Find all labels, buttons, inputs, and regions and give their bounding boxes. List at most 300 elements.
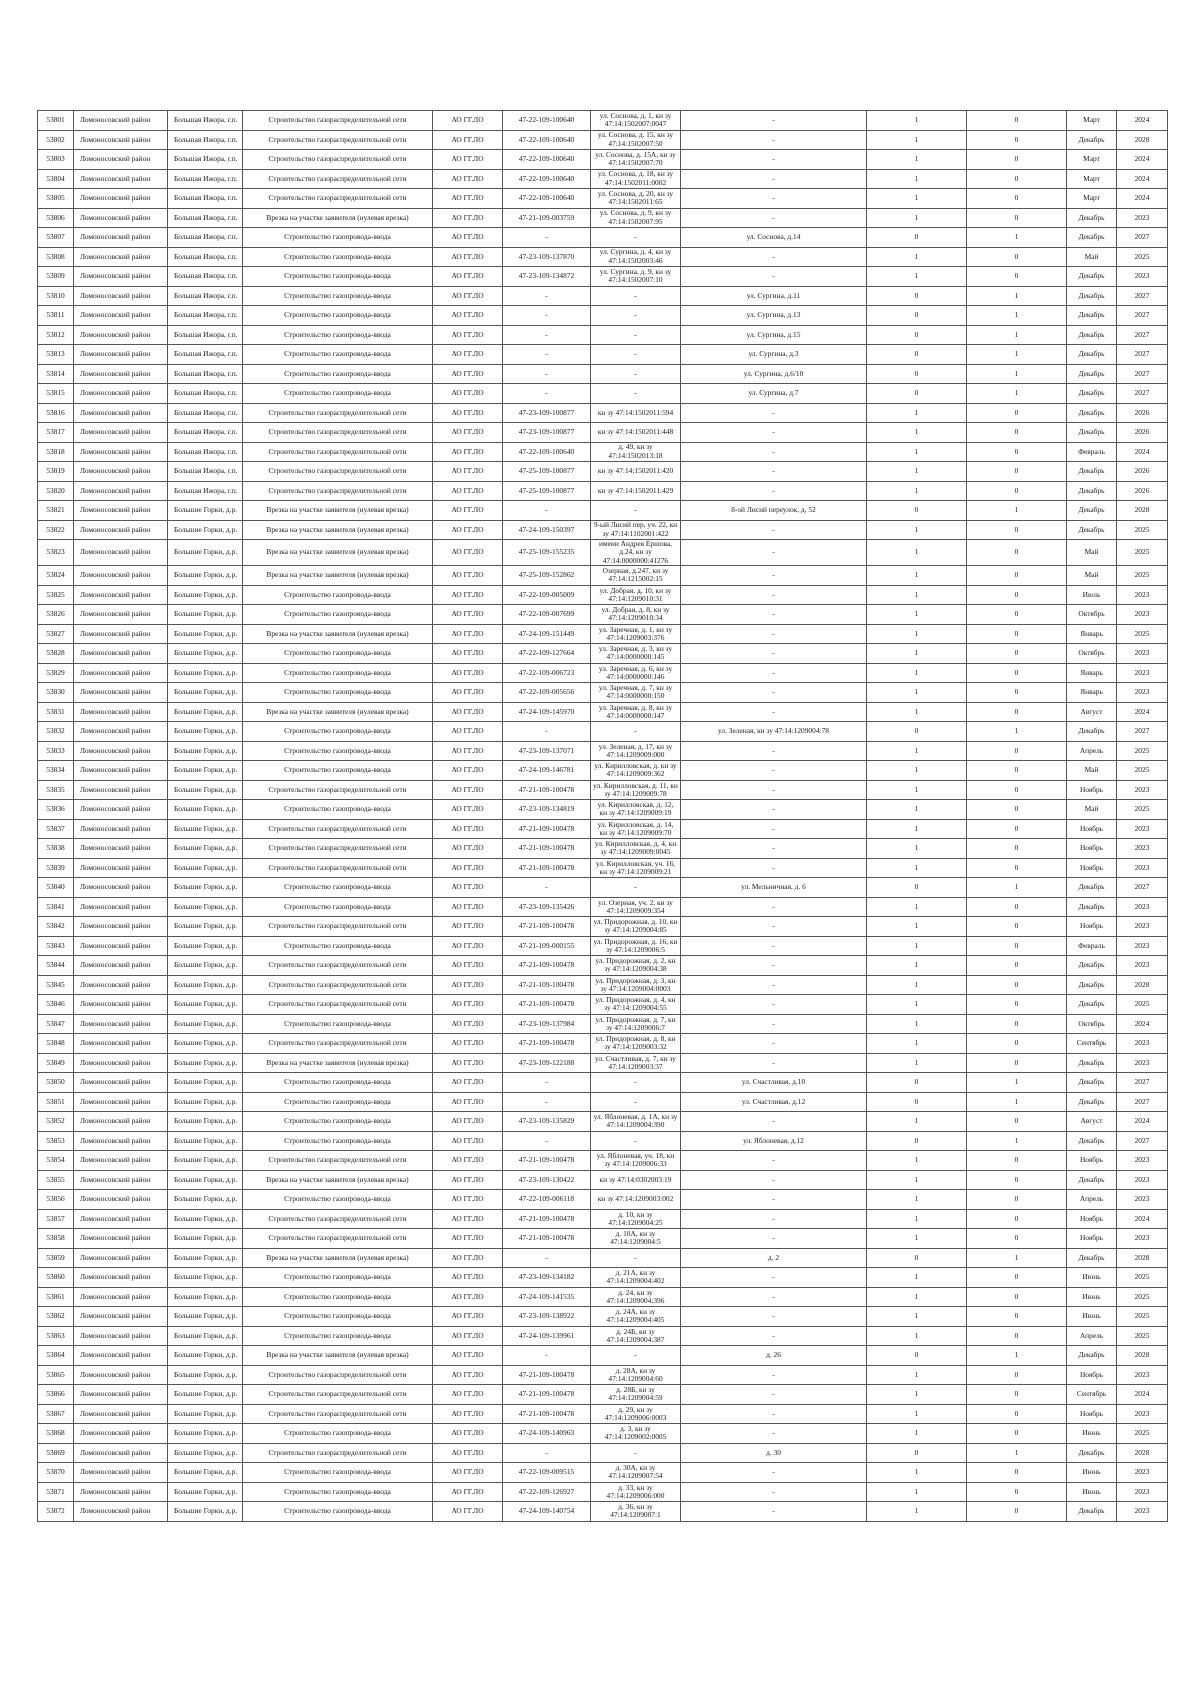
count-b-cell: 0 <box>967 1502 1067 1522</box>
count-b-cell: 0 <box>967 1482 1067 1502</box>
district-cell: Ломоносовский район <box>74 208 168 228</box>
count-a-cell: 1 <box>867 403 967 423</box>
district-cell: Ломоносовский район <box>74 1151 168 1171</box>
table-row <box>38 1463 1168 1483</box>
target-address-cell: - <box>681 566 867 586</box>
table-row <box>38 1443 1168 1463</box>
count-a-cell: 1 <box>867 267 967 287</box>
row-id-cell: 53823 <box>38 540 74 566</box>
count-a-cell: 1 <box>867 761 967 781</box>
settlement-cell: Большая Ижора, г.п. <box>168 462 243 482</box>
count-b-cell: 0 <box>967 540 1067 566</box>
month-cell: Октябрь <box>1067 605 1117 625</box>
address-cadastral-cell: ул. Счастливая, д. 7, кн зу 47:14:1209003:37 <box>591 1053 681 1073</box>
year-cell: 2023 <box>1117 644 1168 664</box>
application-code-cell: 47-23-109-135829 <box>503 1112 591 1132</box>
count-a-cell: 1 <box>867 819 967 839</box>
year-cell: 2025 <box>1117 520 1168 540</box>
month-cell: Ноябрь <box>1067 1365 1117 1385</box>
count-b-cell: 0 <box>967 839 1067 859</box>
count-b-cell: 0 <box>967 761 1067 781</box>
table-row <box>38 1404 1168 1424</box>
target-address-cell: - <box>681 839 867 859</box>
row-id-cell: 53821 <box>38 501 74 521</box>
count-a-cell: 1 <box>867 481 967 501</box>
work-type-cell: Строительство газопровода-ввода <box>243 1268 433 1288</box>
count-b-cell: 0 <box>967 1014 1067 1034</box>
work-type-cell: Строительство газопровода-ввода <box>243 1112 433 1132</box>
settlement-cell: Большие Горки, д.р. <box>168 1170 243 1190</box>
district-cell: Ломоносовский район <box>74 364 168 384</box>
row-id-cell: 53803 <box>38 150 74 170</box>
month-cell: Декабрь <box>1067 403 1117 423</box>
count-a-cell: 0 <box>867 1073 967 1093</box>
month-cell: Май <box>1067 761 1117 781</box>
count-a-cell: 0 <box>867 501 967 521</box>
target-address-cell: - <box>681 936 867 956</box>
table-row <box>38 897 1168 917</box>
work-type-cell: Строительство газопровода-ввода <box>243 741 433 761</box>
district-cell: Ломоносовский район <box>74 150 168 170</box>
count-b-cell: 0 <box>967 624 1067 644</box>
work-type-cell: Строительство газопровода-ввода <box>243 761 433 781</box>
address-cadastral-cell: кн зу 47:14:1502011:594 <box>591 403 681 423</box>
row-id-cell: 53840 <box>38 878 74 898</box>
month-cell: Декабрь <box>1067 1092 1117 1112</box>
organization-cell: АО ГГ.ЛО <box>433 1268 503 1288</box>
settlement-cell: Большие Горки, д.р. <box>168 1229 243 1249</box>
count-b-cell: 0 <box>967 1365 1067 1385</box>
organization-cell: АО ГГ.ЛО <box>433 1053 503 1073</box>
target-address-cell: ул. Яблоневая, д.12 <box>681 1131 867 1151</box>
target-address-cell: - <box>681 540 867 566</box>
count-a-cell: 1 <box>867 1053 967 1073</box>
count-b-cell: 1 <box>967 722 1067 742</box>
count-b-cell: 0 <box>967 442 1067 462</box>
table-row <box>38 1268 1168 1288</box>
year-cell: 2023 <box>1117 839 1168 859</box>
application-code-cell: 47-21-109-100478 <box>503 1034 591 1054</box>
row-id-cell: 53865 <box>38 1365 74 1385</box>
year-cell: 2028 <box>1117 130 1168 150</box>
district-cell: Ломоносовский район <box>74 1268 168 1288</box>
organization-cell: АО ГГ.ЛО <box>433 644 503 664</box>
work-type-cell: Строительство газопровода-ввода <box>243 1073 433 1093</box>
table-row <box>38 286 1168 306</box>
address-cadastral-cell: Озерная, д.247, кн зу 47:14:1215002:15 <box>591 566 681 586</box>
work-type-cell: Строительство газопровода-ввода <box>243 1287 433 1307</box>
work-type-cell: Строительство газопровода-ввода <box>243 1014 433 1034</box>
application-code-cell: - <box>503 384 591 404</box>
address-cadastral-cell: - <box>591 325 681 345</box>
work-type-cell: Строительство газопровода-ввода <box>243 286 433 306</box>
target-address-cell: - <box>681 403 867 423</box>
address-cadastral-cell: ул. Соснова, д. 20, кн зу 47:14:1502011:65 <box>591 189 681 209</box>
row-id-cell: 53815 <box>38 384 74 404</box>
work-type-cell: Строительство газопровода-ввода <box>243 936 433 956</box>
year-cell: 2023 <box>1117 208 1168 228</box>
organization-cell: АО ГГ.ЛО <box>433 624 503 644</box>
table-row <box>38 995 1168 1015</box>
table-row <box>38 1248 1168 1268</box>
organization-cell: АО ГГ.ЛО <box>433 1151 503 1171</box>
month-cell: Декабрь <box>1067 345 1117 365</box>
count-a-cell: 1 <box>867 858 967 878</box>
district-cell: Ломоносовский район <box>74 1482 168 1502</box>
count-b-cell: 1 <box>967 1131 1067 1151</box>
count-b-cell: 1 <box>967 228 1067 248</box>
application-code-cell: 47-25-109-152862 <box>503 566 591 586</box>
settlement-cell: Большие Горки, д.р. <box>168 975 243 995</box>
row-id-cell: 53830 <box>38 683 74 703</box>
address-cadastral-cell: - <box>591 1346 681 1366</box>
year-cell: 2025 <box>1117 1424 1168 1444</box>
address-cadastral-cell: ул. Соснова, д. 15А, кн зу 47:14:1502007:70 <box>591 150 681 170</box>
row-id-cell: 53842 <box>38 917 74 937</box>
organization-cell: АО ГГ.ЛО <box>433 1404 503 1424</box>
count-a-cell: 1 <box>867 1307 967 1327</box>
address-cadastral-cell: ул. Заречная, д. 6, кн зу 47:14:0000000:146 <box>591 663 681 683</box>
month-cell: Декабрь <box>1067 1443 1117 1463</box>
settlement-cell: Большие Горки, д.р. <box>168 1307 243 1327</box>
month-cell: Ноябрь <box>1067 819 1117 839</box>
count-b-cell: 0 <box>967 1229 1067 1249</box>
month-cell: Февраль <box>1067 442 1117 462</box>
year-cell: 2028 <box>1117 1443 1168 1463</box>
address-cadastral-cell: - <box>591 1248 681 1268</box>
count-b-cell: 1 <box>967 286 1067 306</box>
count-b-cell: 0 <box>967 995 1067 1015</box>
work-type-cell: Строительство газопровода-ввода <box>243 306 433 326</box>
organization-cell: АО ГГ.ЛО <box>433 1385 503 1405</box>
row-id-cell: 53809 <box>38 267 74 287</box>
target-address-cell: - <box>681 663 867 683</box>
work-type-cell: Строительство газораспределительной сети <box>243 1151 433 1171</box>
year-cell: 2023 <box>1117 1190 1168 1210</box>
district-cell: Ломоносовский район <box>74 839 168 859</box>
settlement-cell: Большая Ижора, г.п. <box>168 345 243 365</box>
year-cell: 2024 <box>1117 111 1168 131</box>
count-b-cell: 1 <box>967 306 1067 326</box>
year-cell: 2025 <box>1117 624 1168 644</box>
district-cell: Ломоносовский район <box>74 189 168 209</box>
table-row <box>38 208 1168 228</box>
year-cell: 2028 <box>1117 1346 1168 1366</box>
district-cell: Ломоносовский район <box>74 936 168 956</box>
count-b-cell: 0 <box>967 819 1067 839</box>
address-cadastral-cell: - <box>591 345 681 365</box>
count-b-cell: 0 <box>967 917 1067 937</box>
address-cadastral-cell: - <box>591 878 681 898</box>
address-cadastral-cell: д. 21А, кн зу 47:14:1209004:402 <box>591 1268 681 1288</box>
count-a-cell: 1 <box>867 520 967 540</box>
table-row <box>38 384 1168 404</box>
application-code-cell: 47-21-109-100478 <box>503 1385 591 1405</box>
row-id-cell: 53832 <box>38 722 74 742</box>
month-cell: Ноябрь <box>1067 1229 1117 1249</box>
row-id-cell: 53861 <box>38 1287 74 1307</box>
address-cadastral-cell: ул. Придорожная, д. 7, кн зу 47:14:1209006:7 <box>591 1014 681 1034</box>
address-cadastral-cell: ул. Придорожная, д. 16, кн зу 47:14:1209006:5 <box>591 936 681 956</box>
year-cell: 2023 <box>1117 897 1168 917</box>
target-address-cell: ул. Сургина, д.15 <box>681 325 867 345</box>
settlement-cell: Большая Ижора, г.п. <box>168 208 243 228</box>
settlement-cell: Большие Горки, д.р. <box>168 644 243 664</box>
count-b-cell: 0 <box>967 267 1067 287</box>
organization-cell: АО ГГ.ЛО <box>433 481 503 501</box>
address-cadastral-cell: имени Андрея Ершова, д.24, кн зу 47:14:0000000:41276 <box>591 540 681 566</box>
work-type-cell: Строительство газопровода-ввода <box>243 1307 433 1327</box>
count-b-cell: 0 <box>967 462 1067 482</box>
address-cadastral-cell: - <box>591 384 681 404</box>
table-row <box>38 1092 1168 1112</box>
settlement-cell: Большие Горки, д.р. <box>168 858 243 878</box>
count-a-cell: 1 <box>867 1112 967 1132</box>
table-row <box>38 364 1168 384</box>
work-type-cell: Строительство газораспределительной сети <box>243 956 433 976</box>
count-b-cell: 0 <box>967 169 1067 189</box>
table-row <box>38 481 1168 501</box>
row-id-cell: 53838 <box>38 839 74 859</box>
count-b-cell: 0 <box>967 1151 1067 1171</box>
settlement-cell: Большая Ижора, г.п. <box>168 247 243 267</box>
table-row <box>38 624 1168 644</box>
address-cadastral-cell: ул. Соснова, д. 9, кн зу 47:14:1502007:95 <box>591 208 681 228</box>
table-row <box>38 761 1168 781</box>
application-code-cell: 47-21-109-100478 <box>503 1209 591 1229</box>
row-id-cell: 53825 <box>38 585 74 605</box>
year-cell: 2025 <box>1117 995 1168 1015</box>
count-a-cell: 1 <box>867 936 967 956</box>
application-code-cell: 47-22-109-100640 <box>503 130 591 150</box>
year-cell: 2025 <box>1117 540 1168 566</box>
settlement-cell: Большая Ижора, г.п. <box>168 169 243 189</box>
organization-cell: АО ГГ.ЛО <box>433 1034 503 1054</box>
organization-cell: АО ГГ.ЛО <box>433 1482 503 1502</box>
count-a-cell: 1 <box>867 1268 967 1288</box>
month-cell: Март <box>1067 189 1117 209</box>
target-address-cell: - <box>681 1229 867 1249</box>
month-cell: Декабрь <box>1067 130 1117 150</box>
target-address-cell: - <box>681 1170 867 1190</box>
target-address-cell: - <box>681 423 867 443</box>
application-code-cell: 47-24-109-151449 <box>503 624 591 644</box>
table-row <box>38 722 1168 742</box>
month-cell: Июнь <box>1067 1287 1117 1307</box>
count-b-cell: 0 <box>967 1404 1067 1424</box>
table-row <box>38 741 1168 761</box>
target-address-cell: ул. Счастливая, д.10 <box>681 1073 867 1093</box>
count-a-cell: 1 <box>867 780 967 800</box>
application-code-cell: 47-22-109-009515 <box>503 1463 591 1483</box>
organization-cell: АО ГГ.ЛО <box>433 956 503 976</box>
district-cell: Ломоносовский район <box>74 878 168 898</box>
district-cell: Ломоносовский район <box>74 1248 168 1268</box>
table-row <box>38 111 1168 131</box>
work-type-cell: Строительство газопровода-ввода <box>243 897 433 917</box>
organization-cell: АО ГГ.ЛО <box>433 1326 503 1346</box>
count-a-cell: 0 <box>867 364 967 384</box>
target-address-cell: - <box>681 462 867 482</box>
work-type-cell: Строительство газораспределительной сети <box>243 403 433 423</box>
application-code-cell: 47-23-109-134182 <box>503 1268 591 1288</box>
table-row <box>38 1424 1168 1444</box>
month-cell: Декабрь <box>1067 364 1117 384</box>
year-cell: 2028 <box>1117 1248 1168 1268</box>
count-a-cell: 1 <box>867 208 967 228</box>
work-type-cell: Строительство газопровода-ввода <box>243 228 433 248</box>
count-a-cell: 1 <box>867 741 967 761</box>
work-type-cell: Врезка на участке заявителя (нулевая врезка) <box>243 702 433 722</box>
district-cell: Ломоносовский район <box>74 1092 168 1112</box>
settlement-cell: Большая Ижора, г.п. <box>168 189 243 209</box>
count-b-cell: 0 <box>967 585 1067 605</box>
year-cell: 2025 <box>1117 566 1168 586</box>
row-id-cell: 53850 <box>38 1073 74 1093</box>
target-address-cell: д. 2 <box>681 1248 867 1268</box>
organization-cell: АО ГГ.ЛО <box>433 1287 503 1307</box>
row-id-cell: 53866 <box>38 1385 74 1405</box>
settlement-cell: Большая Ижора, г.п. <box>168 442 243 462</box>
settlement-cell: Большие Горки, д.р. <box>168 663 243 683</box>
work-type-cell: Врезка на участке заявителя (нулевая врезка) <box>243 1053 433 1073</box>
settlement-cell: Большие Горки, д.р. <box>168 741 243 761</box>
table-row <box>38 975 1168 995</box>
work-type-cell: Строительство газопровода-ввода <box>243 605 433 625</box>
month-cell: Март <box>1067 169 1117 189</box>
settlement-cell: Большие Горки, д.р. <box>168 1092 243 1112</box>
address-cadastral-cell: - <box>591 364 681 384</box>
application-code-cell: 47-22-109-007699 <box>503 605 591 625</box>
work-type-cell: Строительство газораспределительной сети <box>243 917 433 937</box>
organization-cell: АО ГГ.ЛО <box>433 1112 503 1132</box>
settlement-cell: Большие Горки, д.р. <box>168 1053 243 1073</box>
year-cell: 2023 <box>1117 1053 1168 1073</box>
district-cell: Ломоносовский район <box>74 644 168 664</box>
count-a-cell: 1 <box>867 189 967 209</box>
count-a-cell: 1 <box>867 1151 967 1171</box>
application-code-cell: 47-23-109-138922 <box>503 1307 591 1327</box>
count-a-cell: 0 <box>867 1092 967 1112</box>
count-b-cell: 0 <box>967 1307 1067 1327</box>
row-id-cell: 53826 <box>38 605 74 625</box>
row-id-cell: 53837 <box>38 819 74 839</box>
settlement-cell: Большие Горки, д.р. <box>168 1248 243 1268</box>
table-row <box>38 1346 1168 1366</box>
address-cadastral-cell: ул. Придорожная, д. 8, кн зу 47:14:1209003:32 <box>591 1034 681 1054</box>
district-cell: Ломоносовский район <box>74 1365 168 1385</box>
table-row <box>38 585 1168 605</box>
month-cell: Апрель <box>1067 1190 1117 1210</box>
target-address-cell: - <box>681 1034 867 1054</box>
count-a-cell: 0 <box>867 722 967 742</box>
row-id-cell: 53831 <box>38 702 74 722</box>
district-cell: Ломоносовский район <box>74 917 168 937</box>
count-b-cell: 0 <box>967 1209 1067 1229</box>
organization-cell: АО ГГ.ЛО <box>433 189 503 209</box>
month-cell: Декабрь <box>1067 956 1117 976</box>
month-cell: Май <box>1067 540 1117 566</box>
table-row <box>38 1190 1168 1210</box>
count-b-cell: 1 <box>967 501 1067 521</box>
address-cadastral-cell: ул. Сургина, д. 4, кн зу 47:14:1502003:46 <box>591 247 681 267</box>
count-a-cell: 1 <box>867 462 967 482</box>
row-id-cell: 53813 <box>38 345 74 365</box>
month-cell: Декабрь <box>1067 286 1117 306</box>
count-a-cell: 1 <box>867 624 967 644</box>
organization-cell: АО ГГ.ЛО <box>433 150 503 170</box>
year-cell: 2027 <box>1117 384 1168 404</box>
organization-cell: АО ГГ.ЛО <box>433 878 503 898</box>
address-cadastral-cell: - <box>591 306 681 326</box>
application-code-cell: 47-21-109-100478 <box>503 1229 591 1249</box>
address-cadastral-cell: 9-ый Лисий пер, уч. 22, кн зу 47:14:1102001:422 <box>591 520 681 540</box>
work-type-cell: Врезка на участке заявителя (нулевая врезка) <box>243 624 433 644</box>
settlement-cell: Большие Горки, д.р. <box>168 566 243 586</box>
count-b-cell: 1 <box>967 1248 1067 1268</box>
table-row <box>38 189 1168 209</box>
year-cell: 2023 <box>1117 936 1168 956</box>
settlement-cell: Большая Ижора, г.п. <box>168 130 243 150</box>
year-cell: 2025 <box>1117 1287 1168 1307</box>
row-id-cell: 53853 <box>38 1131 74 1151</box>
application-code-cell: 47-22-109-100640 <box>503 169 591 189</box>
organization-cell: АО ГГ.ЛО <box>433 1190 503 1210</box>
table-row <box>38 1112 1168 1132</box>
year-cell: 2024 <box>1117 702 1168 722</box>
target-address-cell: ул. Сургина, д.11 <box>681 286 867 306</box>
row-id-cell: 53841 <box>38 897 74 917</box>
organization-cell: АО ГГ.ЛО <box>433 247 503 267</box>
settlement-cell: Большие Горки, д.р. <box>168 1287 243 1307</box>
count-a-cell: 1 <box>867 1502 967 1522</box>
year-cell: 2025 <box>1117 800 1168 820</box>
application-code-cell: 47-22-109-006723 <box>503 663 591 683</box>
table-row <box>38 345 1168 365</box>
district-cell: Ломоносовский район <box>74 1131 168 1151</box>
table-row <box>38 839 1168 859</box>
work-type-cell: Врезка на участке заявителя (нулевая врезка) <box>243 501 433 521</box>
target-address-cell: - <box>681 1151 867 1171</box>
work-type-cell: Строительство газораспределительной сети <box>243 442 433 462</box>
settlement-cell: Большие Горки, д.р. <box>168 761 243 781</box>
settlement-cell: Большая Ижора, г.п. <box>168 150 243 170</box>
table-row <box>38 403 1168 423</box>
count-b-cell: 1 <box>967 1346 1067 1366</box>
address-cadastral-cell: ул. Яблоневая, уч. 18, кн зу 47:14:1209006:33 <box>591 1151 681 1171</box>
row-id-cell: 53819 <box>38 462 74 482</box>
month-cell: Октябрь <box>1067 1014 1117 1034</box>
district-cell: Ломоносовский район <box>74 501 168 521</box>
table-row <box>38 247 1168 267</box>
count-a-cell: 1 <box>867 1404 967 1424</box>
settlement-cell: Большая Ижора, г.п. <box>168 481 243 501</box>
row-id-cell: 53845 <box>38 975 74 995</box>
organization-cell: АО ГГ.ЛО <box>433 839 503 859</box>
count-b-cell: 0 <box>967 1268 1067 1288</box>
application-code-cell: 47-24-109-146781 <box>503 761 591 781</box>
target-address-cell: - <box>681 1190 867 1210</box>
year-cell: 2026 <box>1117 481 1168 501</box>
month-cell: Декабрь <box>1067 520 1117 540</box>
month-cell: Декабрь <box>1067 423 1117 443</box>
year-cell: 2025 <box>1117 1268 1168 1288</box>
settlement-cell: Большие Горки, д.р. <box>168 936 243 956</box>
count-a-cell: 0 <box>867 286 967 306</box>
application-code-cell: 47-22-109-005009 <box>503 585 591 605</box>
work-type-cell: Строительство газопровода-ввода <box>243 247 433 267</box>
target-address-cell: ул. Мельничная, д. 6 <box>681 878 867 898</box>
